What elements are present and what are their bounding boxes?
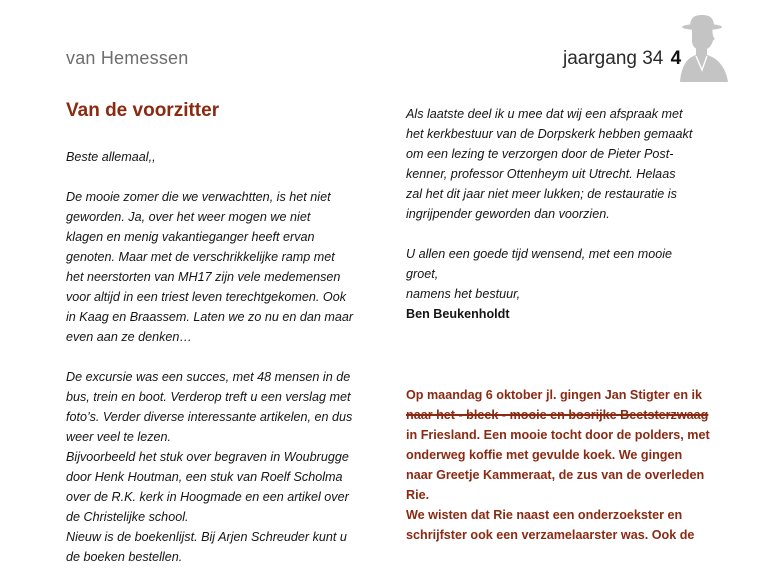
text-line: het neerstorten van MH17 zijn vele medemensen [66, 270, 341, 284]
text-line: schrijfster ook een verzamelaarster was. Ook de [406, 528, 695, 542]
text-line: naar Greetje Kammeraat, de zus van de overleden [406, 468, 705, 482]
second-article-body [406, 385, 726, 545]
article-title: Van de voorzitter [66, 100, 220, 121]
text-line: in Kaag en Braassem. Laten we zo nu en dan maar [66, 310, 354, 324]
article-body-right [406, 104, 726, 324]
text-line: voor altijd in een triest leven terechtgekomen. Ook [66, 290, 347, 304]
text-line: in Friesland. Een mooie tocht door de polders, met [406, 428, 710, 442]
text-line: het kerkbestuur van de Dorpskerk hebben gemaakt [406, 127, 693, 141]
volume-label: jaargang 34 [563, 48, 664, 69]
article-body-right-lines [406, 104, 726, 304]
issue-number: 4 [670, 48, 682, 69]
text-line: door Henk Houtman, een stuk van Roelf Scholma [66, 470, 343, 484]
paragraph-gap [406, 224, 726, 244]
text-line: groet, [406, 267, 439, 281]
signature: Ben Beukenholdt [406, 307, 510, 321]
text-line: even aan ze denken… [66, 330, 193, 344]
text-line: om een lezing te verzorgen door de Pieter Post- [406, 147, 674, 161]
text-line: U allen een goede tijd wensend, met een mooie [406, 247, 673, 261]
text-line: zal het dit jaar niet meer lukken; de restauratie is [406, 187, 677, 201]
issue-label [563, 48, 681, 70]
site-name: van Hemessen [66, 48, 189, 68]
text-line: Op maandag 6 oktober jl. gingen Jan Stigter en ik [406, 388, 703, 402]
text-line: Als laatste deel ik u mee dat wij een afspraak met [406, 107, 683, 121]
text-line: Bijvoorbeeld het stuk over begraven in Woubrugge [66, 450, 349, 464]
text-line: de Christelijke school. [66, 510, 189, 524]
text-line: bus, trein en boot. Verderop treft u een verslag met [66, 390, 351, 404]
text-line: weer veel te lezen. [66, 430, 172, 444]
text-line: onderweg koffie met gevulde koek. We gingen [406, 448, 683, 462]
paragraph-gap [66, 347, 376, 367]
text-line: naar het - bleek - mooie en bosrijke Beetsterzwaag [406, 408, 709, 422]
text-line: kenner, professor Ottenheym uit Utrecht. Helaas [406, 167, 676, 181]
text-line: ingrijpender geworden dan voorzien. [406, 207, 610, 221]
text-line: namens het bestuur, [406, 287, 521, 301]
text-line: Rie. [406, 488, 430, 502]
text-line: genoten. Maar met de verschrikkelijke ramp met [66, 250, 335, 264]
text-line: geworden. Ja, over het weer mogen we niet [66, 210, 311, 224]
text-line: klagen en menig vakantieganger heeft ervan [66, 230, 315, 244]
text-line: over de R.K. kerk in Hoogmade en een artikel over [66, 490, 349, 504]
article-body-left [66, 147, 376, 567]
text-line: De mooie zomer die we verwachtten, is het niet [66, 190, 331, 204]
text-line: Beste allemaal,, [66, 150, 156, 164]
paragraph-gap [66, 167, 376, 187]
text-line: We wisten dat Rie naast een onderzoekster en [406, 508, 683, 522]
text-line: foto’s. Verder diverse interessante artikelen, en dus [66, 410, 353, 424]
text-line: Nieuw is de boekenlijst. Bij Arjen Schreuder kunt u [66, 530, 347, 544]
text-line: De excursie was een succes, met 48 mensen in de [66, 370, 351, 384]
man-with-hat-silhouette-icon [676, 12, 732, 82]
text-line: de boeken bestellen. [66, 550, 183, 564]
